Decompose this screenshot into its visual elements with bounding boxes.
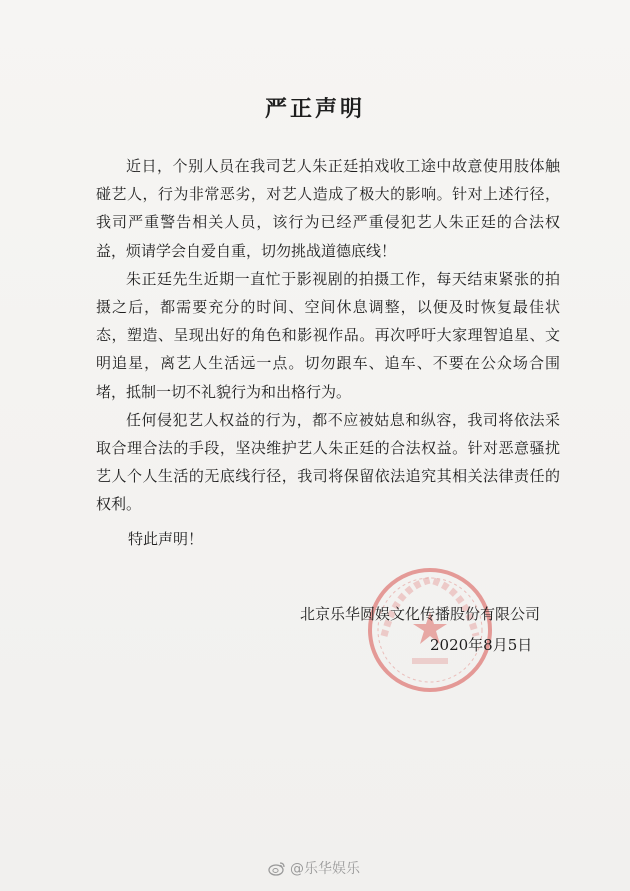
weibo-watermark	[268, 858, 360, 878]
company-seal-icon	[366, 566, 494, 694]
company-name: 北京乐华圆娱文化传播股份有限公司	[300, 605, 541, 623]
closing-statement: 特此声明！	[128, 530, 204, 548]
watermark-text: @乐华娱乐	[290, 861, 360, 877]
paragraph-2: 朱正廷先生近期一直忙于影视剧的拍摄工作，每天结束紧张的拍摄之后，都需要充分的时间、空间休息调整，以便及时恢复最佳状态，塑造、呈现出好的角色和影视作品。再次呼吁大家理智追星、文明追星，离艺人生活远一点。切勿跟车、追车、不要在公众场合围堵，抵制一切不礼貌行为和出格行为。	[96, 269, 560, 401]
document-title: 严正声明	[264, 97, 365, 122]
paragraph-3: 任何侵犯艺人权益的行为，都不应被姑息和纵容，我司将依法采取合理合法的手段，坚决维护艺人朱正廷的合法权益。针对恶意骚扰艺人个人生活的无底线行径，我司将保留依法追究其相关法律责任的权利。	[96, 410, 560, 514]
weibo-icon	[268, 860, 286, 876]
signing-date: 2020年8月5日	[430, 636, 533, 654]
document-body	[96, 152, 560, 519]
paragraph-1: 近日，个别人员在我司艺人朱正廷拍戏收工途中故意使用肢体触碰艺人，行为非常恶劣，对艺人造成了极大的影响。针对上述行径，我司严重警告相关人员，该行为已经严重侵犯艺人朱正廷的合法权益，烦请学会自爱自重，切勿挑战道德底线！	[96, 157, 560, 260]
